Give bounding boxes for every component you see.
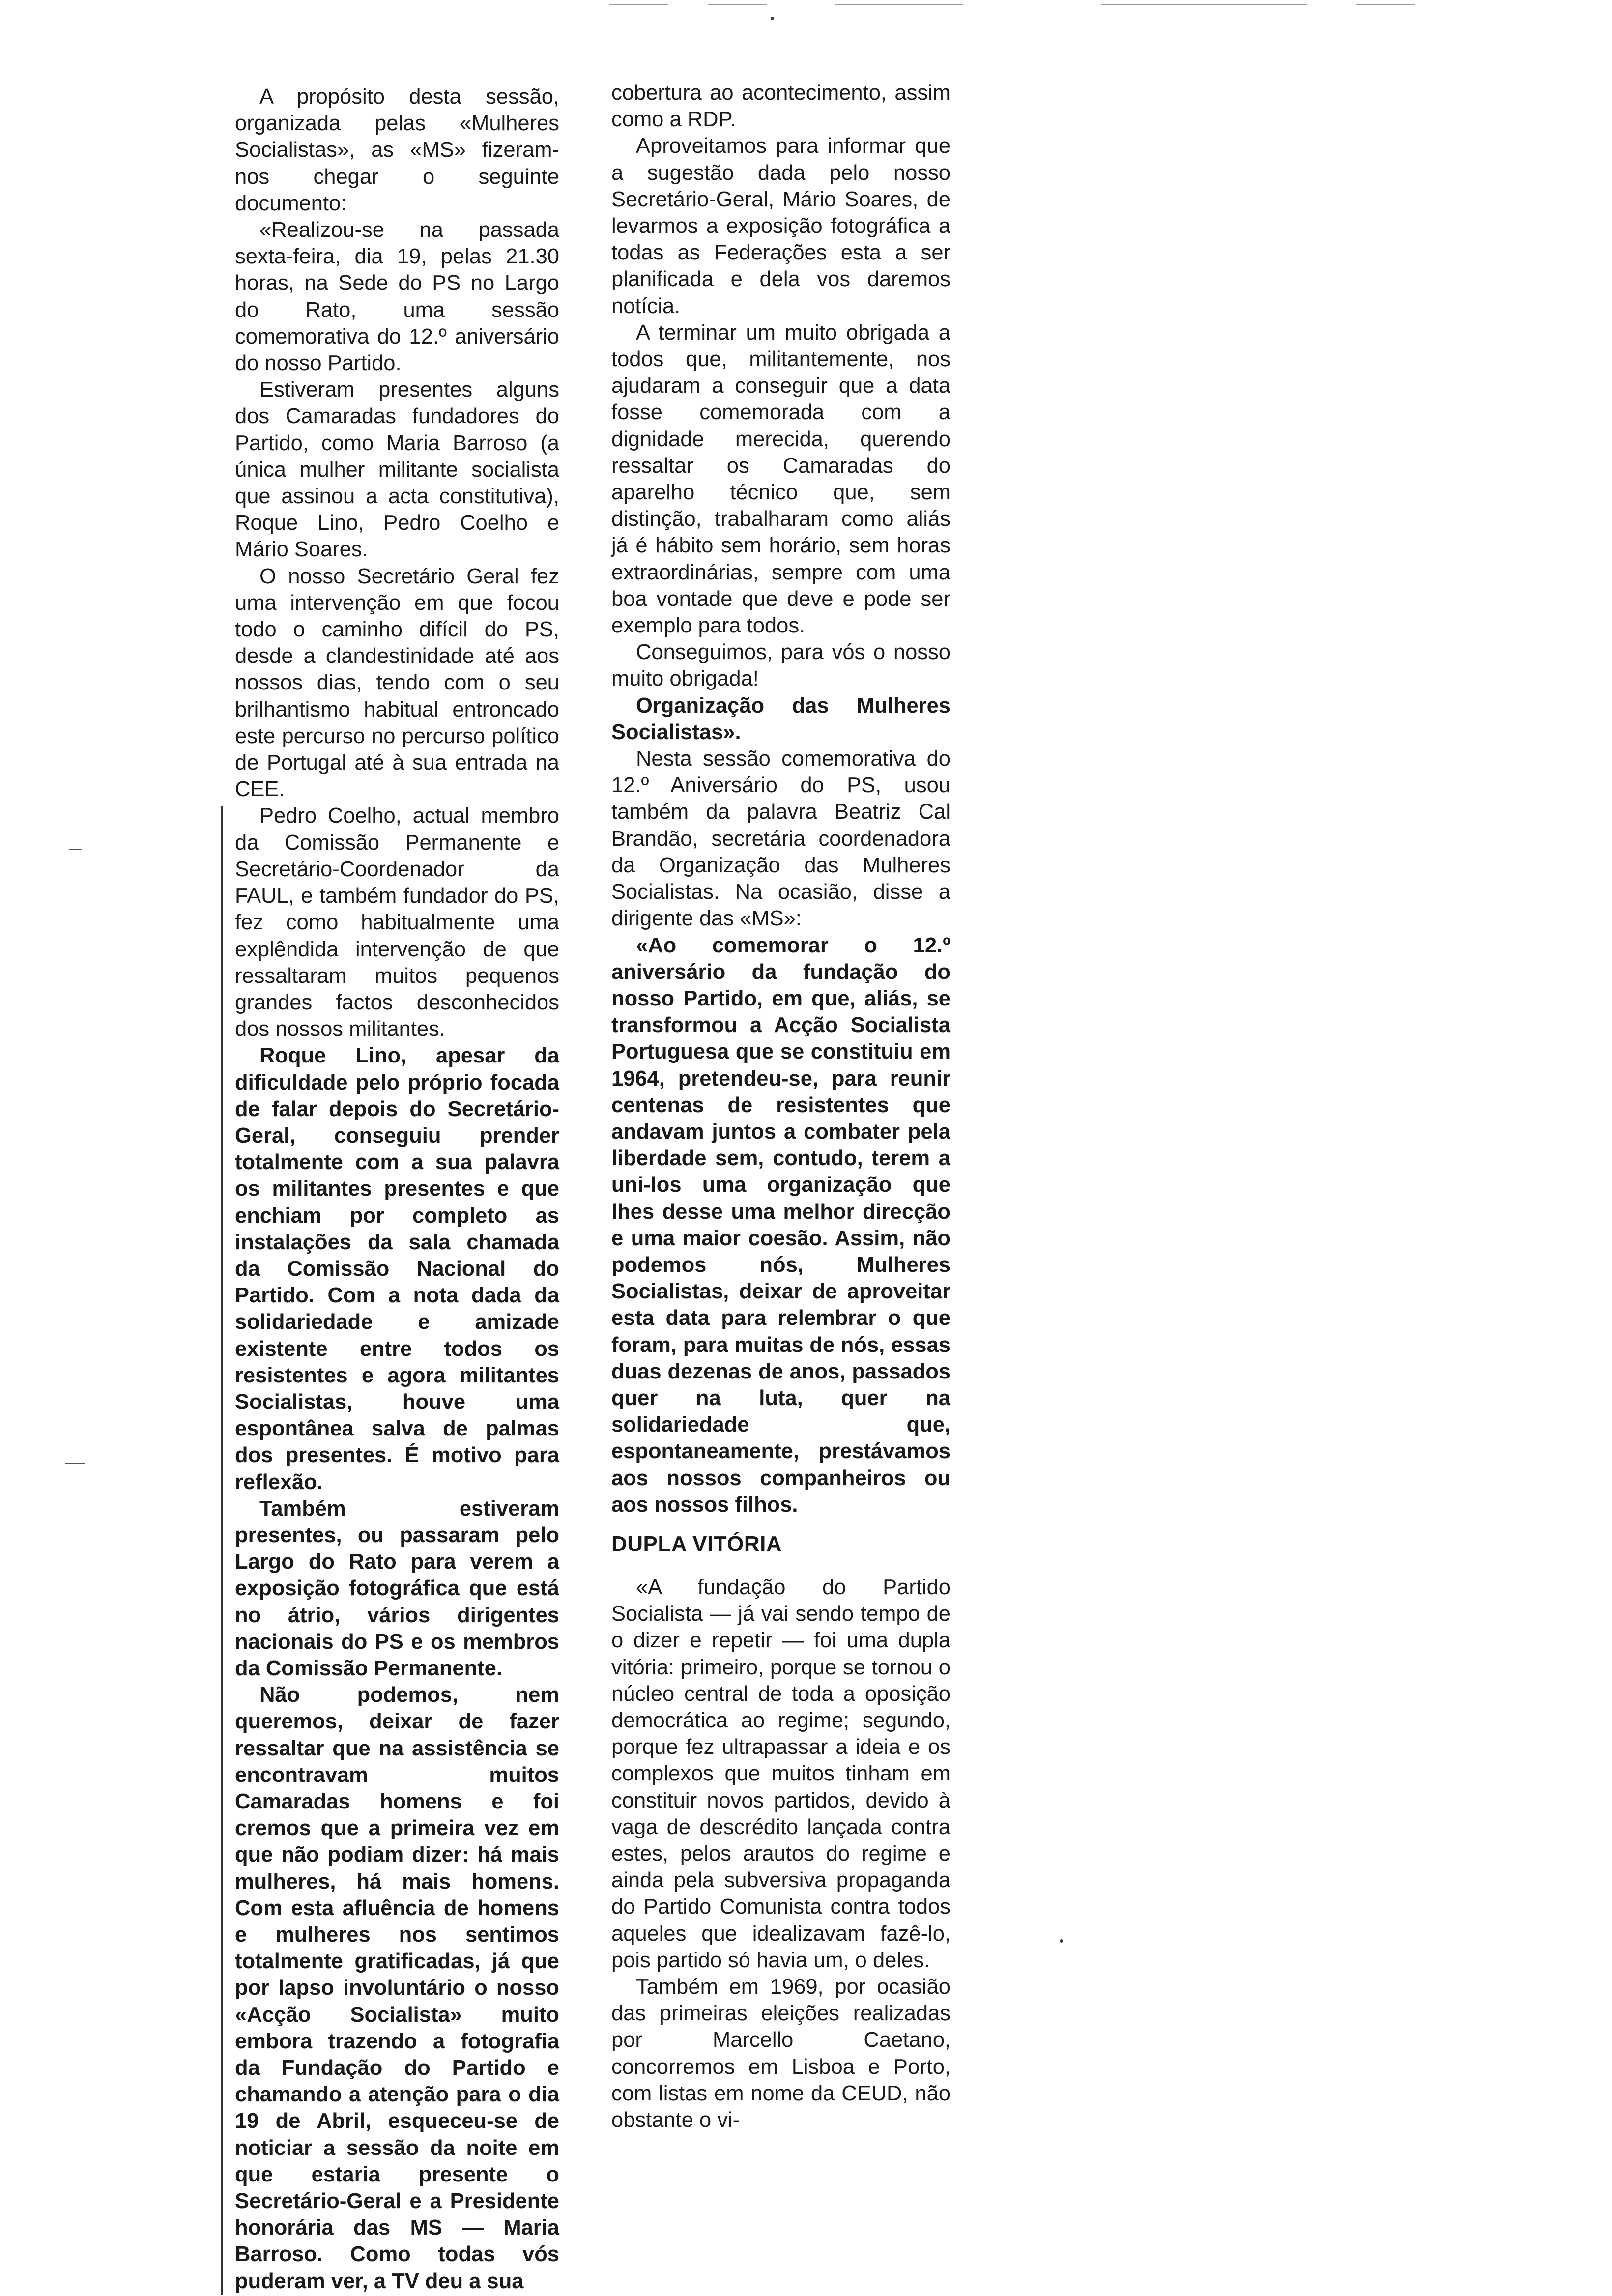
section-heading: DUPLA VITÓRIA — [611, 1531, 782, 1556]
scan-edge-line — [609, 4, 668, 5]
scan-edge-line — [1101, 4, 1307, 5]
paragraph: Também estiveram presentes, ou passaram pelo Largo do Rato para verem a exposição fotográfica que está no átrio, vários dirigentes nacionais do PS e os membros da Comissão Permanente. — [235, 1496, 559, 1680]
scan-edge-line — [1356, 4, 1415, 5]
paragraph: Roque Lino, apesar da dificuldade pelo próprio focada de falar depois do Secretário-Geral, conseguiu prender totalmente com a sua palavra os militantes presentes e que enchiam por completo as instalações da sala chamada da Comissão Nacional do Partido. Com a nota dada da solidariedade e amizade existente entre todos os resistentes e agora militantes Socialistas, houve uma espontânea salva de palmas dos presentes. É motivo para reflexão. — [235, 1044, 559, 1494]
article-right-column — [611, 80, 950, 2133]
paragraph: Nesta sessão comemorativa do 12.º Aniversário do PS, usou também da palavra Beatriz Cal Brandão, secretária coordenadora da Organização das Mulheres Socialistas. Na ocasião, disse a dirigente das «MS»: — [611, 747, 950, 931]
paragraph: O nosso Secretário Geral fez uma intervenção em que focou todo o caminho difícil do PS, desde a clandestinidade até aos nossos dias, tendo com o seu brilhantismo habitual entroncado este percurso no percurso político de Portugal até à sua entrada na CEE. — [235, 564, 559, 802]
paragraph: Também em 1969, por ocasião das primeiras eleições realizadas por Marcello Caetano, concorremos em Lisboa e Porto, com listas em nome da CEUD, não obstante o vi- — [611, 1975, 950, 2132]
scan-speck — [1060, 1939, 1063, 1943]
article-left-column — [235, 84, 559, 2295]
scan-edge-line — [708, 4, 767, 5]
paragraph: Aproveitamos para informar que a sugestão dada pelo nosso Secretário-Geral, Mário Soares, de levarmos a exposição fotográfica a todas as Federações esta a ser planificada e dela vos daremos notícia. — [611, 134, 950, 318]
paragraph: A terminar um muito obrigada a todos que, militantemente, nos ajudaram a conseguir que a data fosse comemorada com a dignidade merecida, querendo ressaltar os Camaradas do aparelho técnico que, sem distinção, trabalharam como aliás já é hábito sem horário, sem horas extraordinárias, sempre com uma boa vontade que deve e pode ser exemplo para todos. — [611, 320, 950, 638]
paragraph: Pedro Coelho, actual membro da Comissão Permanente e Secretário-Coordenador da FAUL, e também fundador do PS, fez como habitualmente uma explêndida intervenção de que ressaltaram muitos pequenos grandes factos desconhecidos dos nossos militantes. — [235, 804, 559, 1041]
margin-tick — [69, 849, 82, 850]
paragraph: «Realizou-se na passada sexta-feira, dia 19, pelas 21.30 horas, na Sede do PS no Largo do Rato, uma sessão comemorativa do 12.º aniversário do nosso Partido. — [235, 218, 559, 375]
column-rule — [221, 806, 223, 2295]
margin-tick — [65, 1463, 85, 1464]
paragraph: Conseguimos, para vós o nosso muito obrigada! — [611, 640, 950, 691]
paragraph: «A fundação do Partido Socialista — já vai sendo tempo de o dizer e repetir — foi uma dupla vitória: primeiro, porque se tornou o núcleo central de toda a oposição democrática ao regime; segundo, porque fez ultrapassar a ideia e os complexos que muitos tinham em constituir novos partidos, devido à vaga de descrédito lançada contra estes, pelos arautos do regime e ainda pela subversiva propaganda do Partido Comunista contra todos aqueles que idealizavam fazê-lo, pois partido só havia um, o deles. — [611, 1575, 950, 1972]
paragraph: Não podemos, nem queremos, deixar de fazer ressaltar que na assistência se encontravam muitos Camaradas homens e foi cremos que a primeira vez em que não podiam dizer: há mais mulheres, há mais homens. Com esta afluência de homens e mulheres nos sentimos totalmente gratificadas, já que por lapso involuntário o nosso «Acção Socialista» muito embora trazendo a fotografia da Fundação do Partido e chamando a atenção para o dia 19 de Abril, esqueceu-se de noticiar a sessão da noite em que estaria presente o Secretário-Geral e a Presidente honorária das MS — Maria Barroso. Como todas vós puderam ver, a TV deu a sua — [235, 1683, 559, 2293]
scan-edge-line — [835, 4, 963, 5]
paragraph: «Ao comemorar o 12.º aniversário da fundação do nosso Partido, em que, aliás, se transformou a Acção Socialista Portuguesa que se constituiu em 1964, pretendeu-se, para reunir centenas de resistentes que andavam juntos a combater pela liberdade sem, contudo, terem a uni-los uma organização que lhes desse uma melhor direcção e uma maior coesão. Assim, não podemos nós, Mulheres Socialistas, deixar de aproveitar esta data para relembrar o que foram, para muitas de nós, essas duas dezenas de anos, passados quer na luta, quer na solidariedade que, espontaneamente, prestávamos aos nossos companheiros ou aos nossos filhos. — [611, 933, 950, 1517]
paragraph: Estiveram presentes alguns dos Camaradas fundadores do Partido, como Maria Barroso (a única mulher militante socialista que assinou a acta constitutiva), Roque Lino, Pedro Coelho e Mário Soares. — [235, 378, 559, 562]
scan-speck — [771, 17, 774, 20]
paragraph: A propósito desta sessão, organizada pelas «Mulheres Socialistas», as «MS» fizeram-nos chegar o seguinte documento: — [235, 85, 559, 215]
signature: Organização das Mulheres Socialistas». — [611, 693, 950, 744]
paragraph-continuation: cobertura ao acontecimento, assim como a RDP. — [611, 81, 950, 132]
